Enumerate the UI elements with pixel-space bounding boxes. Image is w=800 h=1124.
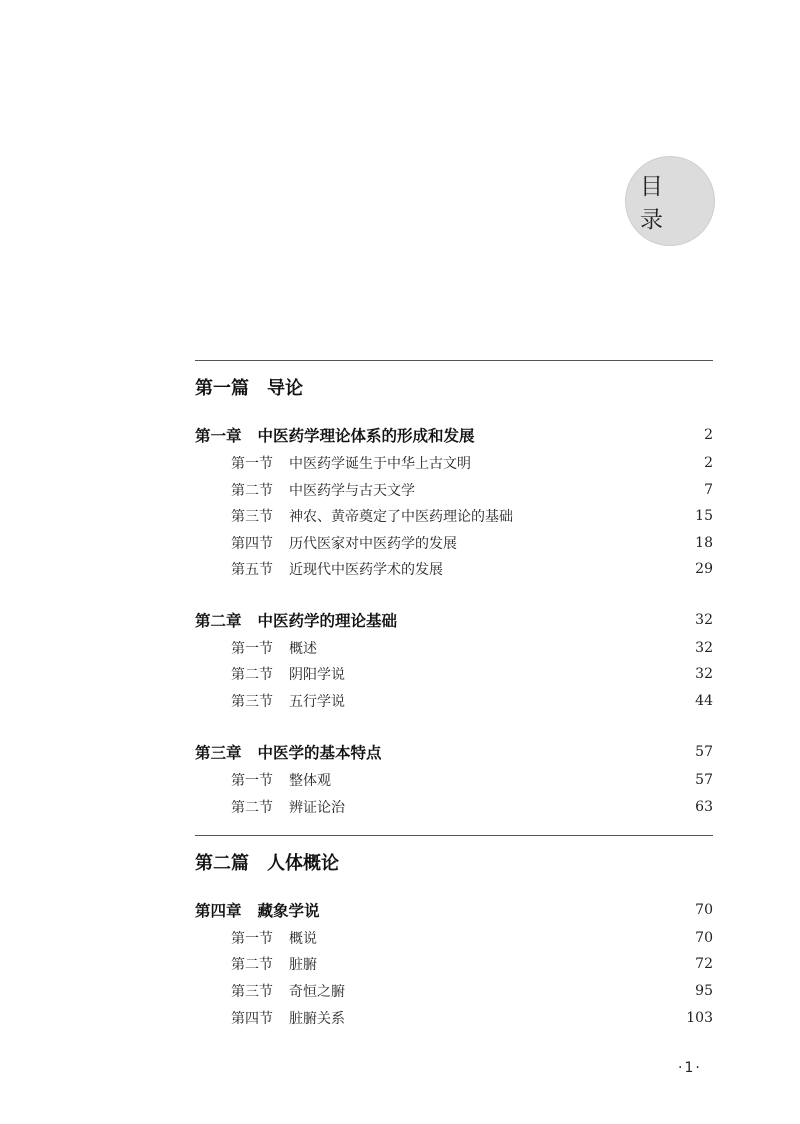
page-ref: 15 [695, 508, 713, 524]
toc-section-entry[interactable]: 第一节 整体观 57 [231, 772, 713, 789]
page-ref: 95 [695, 983, 713, 999]
page-ref: 72 [695, 956, 713, 972]
toc-title-badge [625, 156, 715, 246]
page-ref: 32 [695, 666, 713, 682]
toc-section-entry[interactable]: 第二节 脏腑 72 [231, 956, 713, 973]
toc-section-entry[interactable]: 第五节 近现代中医药学术的发展 29 [231, 561, 713, 578]
toc-section-entry[interactable]: 第四节 脏腑关系 103 [231, 1010, 713, 1027]
toc-section-entry[interactable]: 第一节 中医药学诞生于中华上古文明 2 [231, 455, 713, 472]
toc-section-entry[interactable]: 第四节 历代医家对中医药学的发展 18 [231, 535, 713, 552]
page-ref: 2 [704, 427, 713, 443]
page-ref: 57 [695, 744, 713, 760]
divider [195, 360, 713, 361]
toc-section-entry[interactable]: 第三节 神农、黄帝奠定了中医药理论的基础 15 [231, 508, 713, 525]
toc-chapter-entry[interactable]: 第一章 中医药学理论体系的形成和发展 2 [195, 427, 713, 445]
toc-section-entry[interactable]: 第一节 概说 70 [231, 930, 713, 947]
page-ref: 29 [695, 561, 713, 577]
toc-section-entry[interactable]: 第三节 五行学说 44 [231, 693, 713, 710]
toc-section-entry[interactable]: 第二节 辨证论治 63 [231, 799, 713, 816]
toc-chapter-entry[interactable]: 第三章 中医学的基本特点 57 [195, 744, 713, 762]
toc-chapter-entry[interactable]: 第二章 中医药学的理论基础 32 [195, 612, 713, 630]
toc-section-entry[interactable]: 第三节 奇恒之腑 95 [231, 983, 713, 1000]
page-ref: 32 [695, 612, 713, 628]
toc-section-entry[interactable]: 第二节 中医药学与古天文学 7 [231, 482, 713, 499]
page-ref: 18 [695, 535, 713, 551]
toc-section-entry[interactable]: 第二节 阴阳学说 32 [231, 666, 713, 683]
toc-chapter-entry[interactable]: 第四章 藏象学说 70 [195, 902, 713, 920]
part-heading: 第二篇 人体概论 [195, 853, 339, 874]
page-ref: 2 [704, 455, 713, 471]
page-ref: 63 [695, 799, 713, 815]
part-heading: 第一篇 导论 [195, 378, 303, 399]
page-ref: 44 [695, 693, 713, 709]
page-ref: 70 [695, 930, 713, 946]
divider [195, 835, 713, 836]
page-ref: 103 [686, 1010, 713, 1026]
page-number: ·1· [678, 1060, 702, 1076]
page-ref: 7 [704, 482, 713, 498]
page-ref: 57 [695, 772, 713, 788]
toc-title: 目 录 [640, 174, 677, 233]
page-ref: 70 [695, 902, 713, 918]
toc-section-entry[interactable]: 第一节 概述 32 [231, 640, 713, 657]
page-ref: 32 [695, 640, 713, 656]
